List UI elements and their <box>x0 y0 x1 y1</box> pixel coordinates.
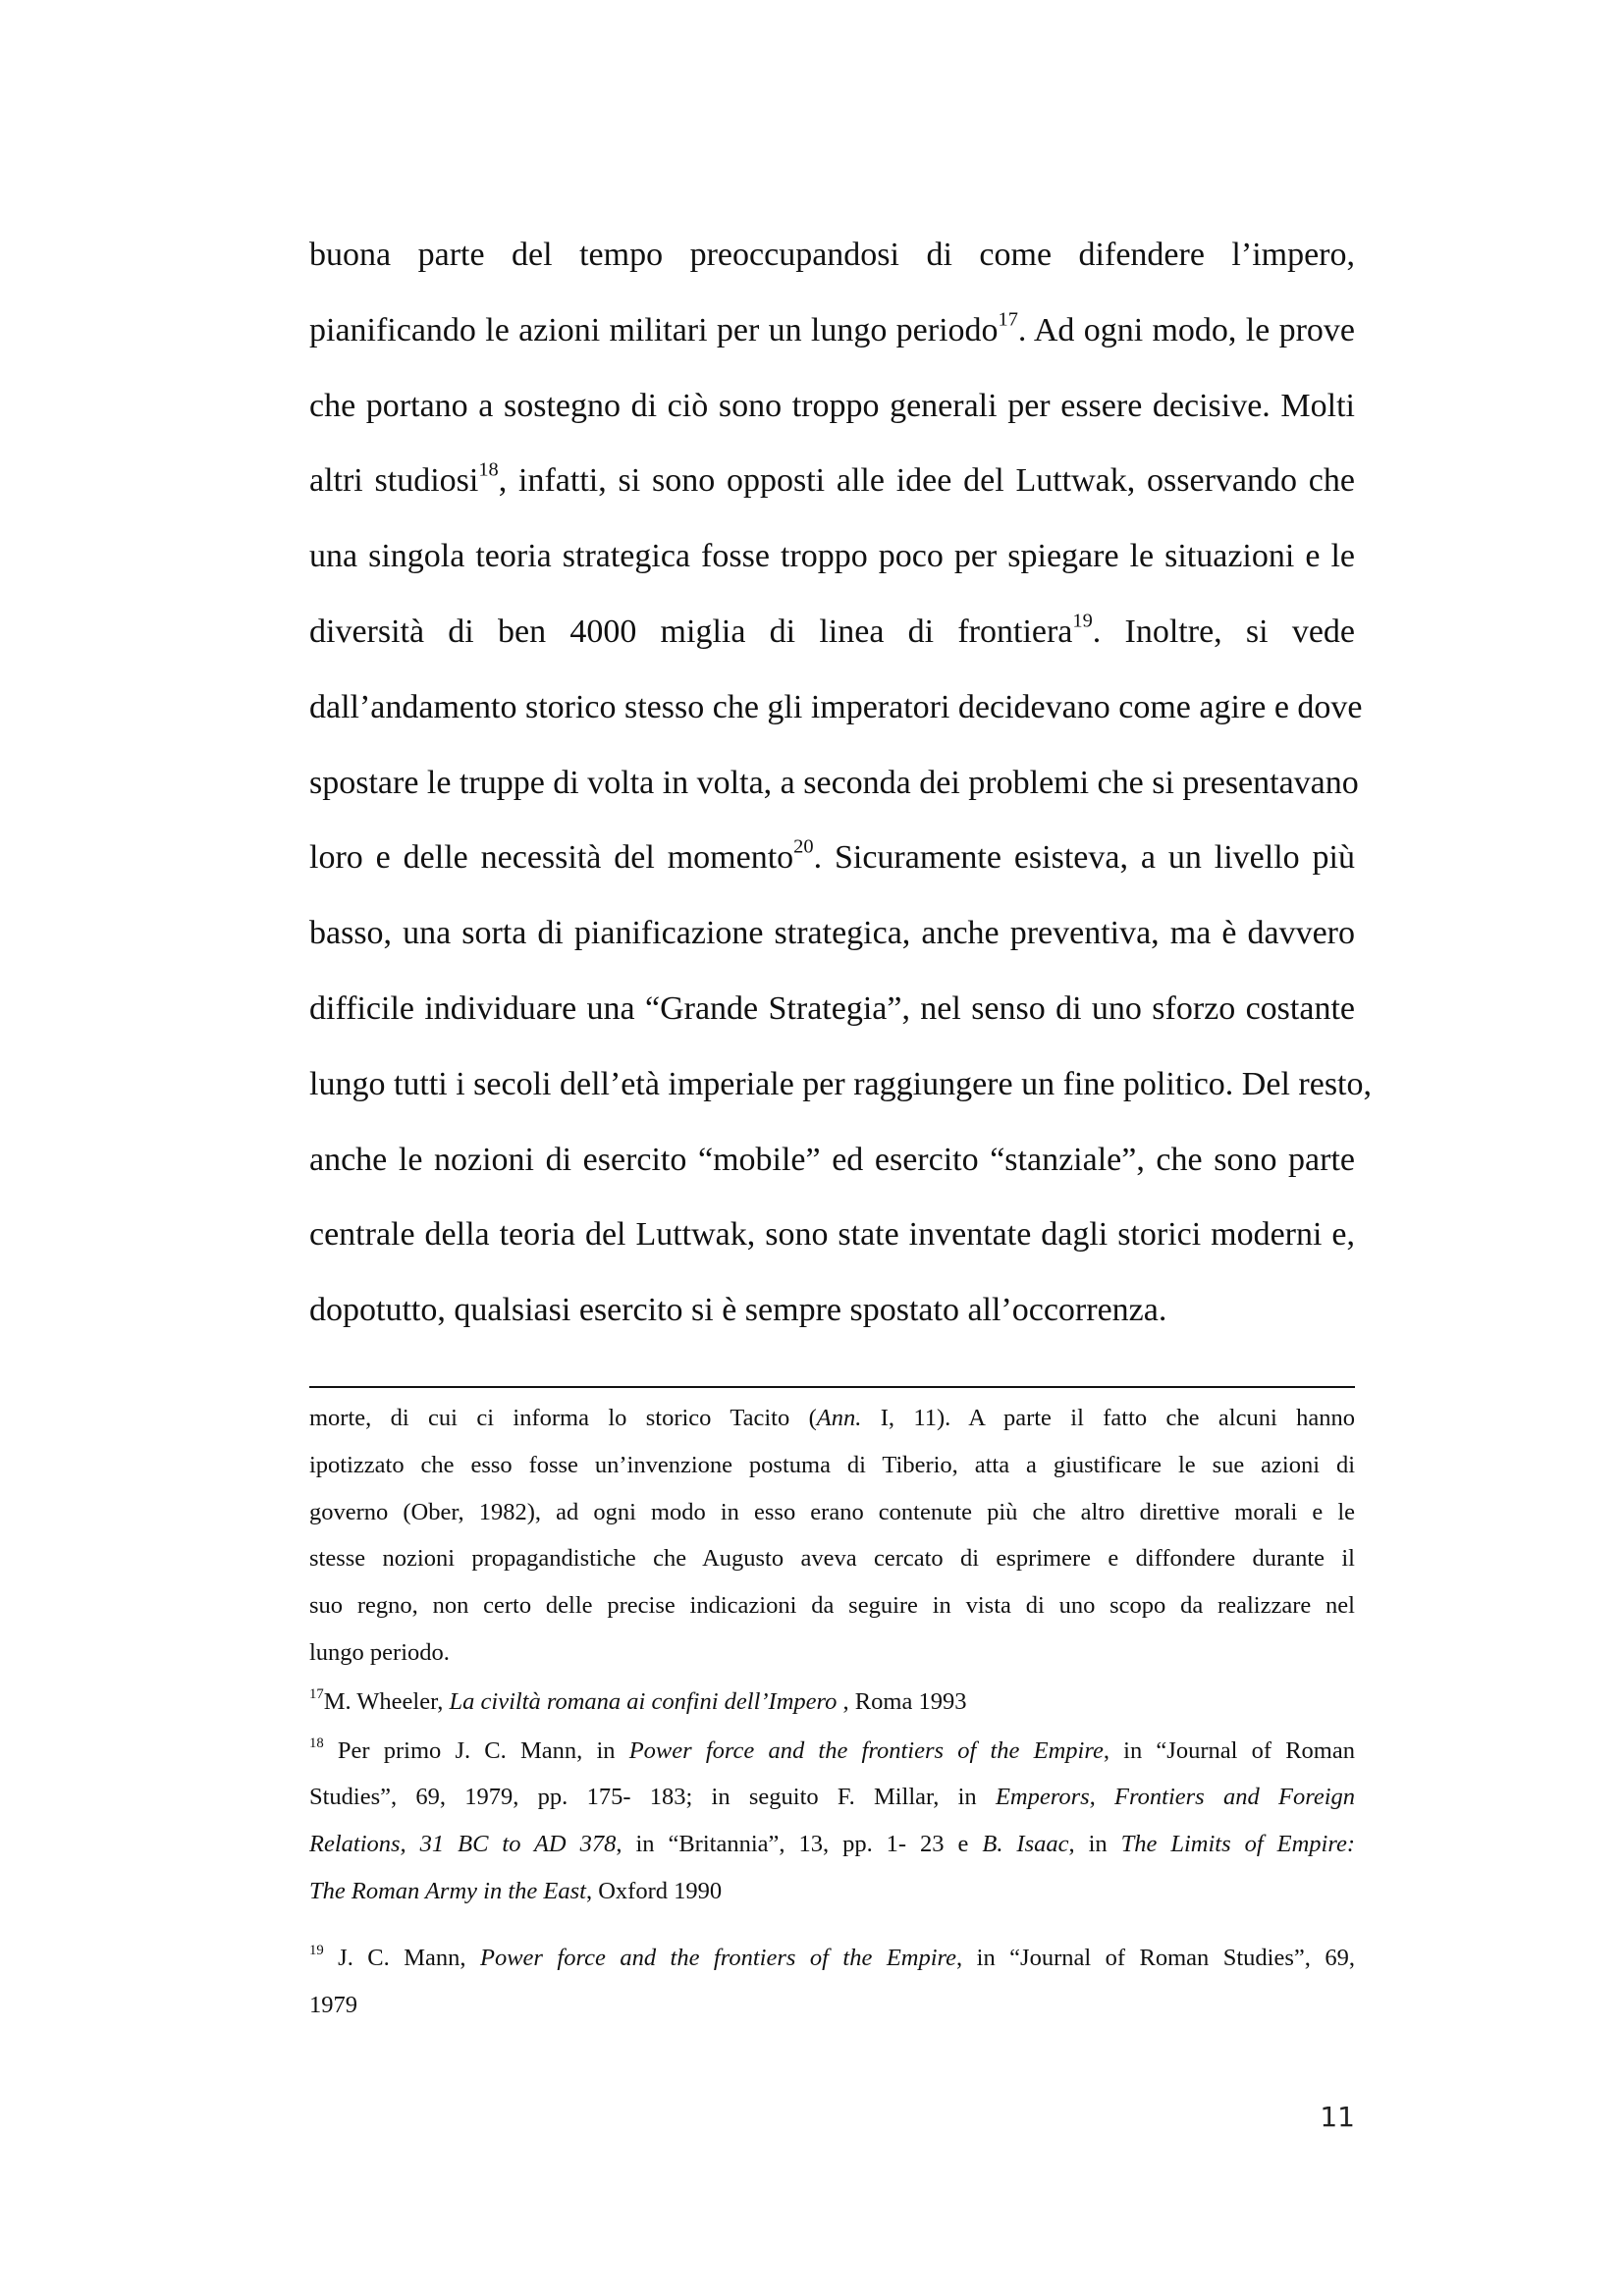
body-line: spostare le truppe di volta in volta, a seconda dei problemi che si presentavano <box>309 764 1359 801</box>
footnote-continuation-line: governo (Ober, 1982), ad ogni modo in esso erano contenute più che altro direttive morali e le <box>309 1498 1355 1525</box>
body-line: diversità di ben 4000 miglia di linea di frontiera$^{19}$. Inoltre, si vede <box>309 610 1355 650</box>
body-line: altri studiosi$^{18}$, infatti, si sono opposti alle idee del Luttwak, osservando che <box>309 459 1355 500</box>
footnote-continuation-line: lungo periodo. <box>309 1638 450 1666</box>
body-line: che portano a sostegno di ciò sono troppo generali per essere decisive. Molti <box>309 387 1355 424</box>
body-line: basso, una sorta di pianificazione strategica, anche preventiva, ma è davvero <box>309 915 1355 952</box>
footnote-17: $^{17}$M. Wheeler, La civiltà romana ai confini dell’Impero , Roma 1993 <box>309 1685 967 1715</box>
footnote-18-line: Relations, 31 BC to AD 378, in “Britannia”, 13, pp. 1- 23 e B. Isaac, in The Limits of Empire: <box>309 1831 1355 1858</box>
body-line: loro e delle necessità del momento$^{20}$. Sicuramente esisteva, a un livello più <box>309 836 1355 877</box>
body-line: difficile individuare una “Grande Strategia”, nel senso di uno sforzo costante <box>309 989 1355 1027</box>
footnote-continuation-line: suo regno, non certo delle precise indicazioni da seguire in vista di uno scopo da realizzare nel <box>309 1592 1355 1620</box>
footnote-continuation-line: stesse nozioni propagandistiche che Augusto aveva cercato di esprimere e diffondere durante il <box>309 1545 1355 1573</box>
body-line: pianificando le azioni militari per un lungo periodo$^{17}$. Ad ogni modo, le prove <box>309 308 1355 348</box>
body-line: una singola teoria strategica fosse troppo poco per spiegare le situazioni e le <box>309 538 1355 575</box>
body-line: buona parte del tempo preoccupandosi di come difendere l’impero, <box>309 237 1355 273</box>
footnote-19-line: 1979 <box>309 1991 357 2018</box>
footnote-19-line: $^{19}$ J. C. Mann, Power force and the frontiers of the Empire, in “Journal of Roman Studies”, 69, <box>309 1942 1355 1971</box>
footnote-18-line: $^{18}$ Per primo J. C. Mann, in Power force and the frontiers of the Empire, in “Journal of Roman <box>309 1735 1355 1764</box>
body-line: anche le nozioni di esercito “mobile” ed esercito “stanziale”, che sono parte <box>309 1141 1355 1178</box>
footnote-18-line: The Roman Army in the East, Oxford 1990 <box>309 1877 723 1904</box>
footnote-continuation-line: ipotizzato che esso fosse un’invenzione postuma di Tiberio, atta a giustificare le sue azioni di <box>309 1451 1355 1478</box>
footnote-continuation-line: morte, di cui ci informa lo storico Tacito (Ann. I, 11). A parte il fatto che alcuni hanno <box>309 1405 1355 1431</box>
footnote-separator <box>309 1386 1355 1388</box>
footnotes <box>309 1396 1355 2029</box>
footnote-ref-20: 20 <box>793 836 814 859</box>
body-line: dopotutto, qualsiasi esercito si è sempre spostato all’occorrenza. <box>309 1292 1167 1329</box>
body-line: lungo tutti i secoli dell’età imperiale per raggiungere un fine politico. Del resto, <box>309 1065 1372 1102</box>
body-line: dall’andamento storico stesso che gli imperatori decidevano come agire e dove <box>309 688 1363 725</box>
main-text <box>309 224 1372 1355</box>
body-line: centrale della teoria del Luttwak, sono state inventate dagli storici moderni e, <box>309 1216 1355 1254</box>
page-number: 11 <box>1320 2101 1355 2133</box>
footnote-ref-17: 17 <box>998 308 1018 331</box>
footnote-ref-19: 19 <box>1072 610 1093 632</box>
footnote-ref-18: 18 <box>478 459 499 482</box>
footnote-18-line: Studies”, 69, 1979, pp. 175- 183; in seguito F. Millar, in Emperors, Frontiers and Foreign <box>309 1784 1355 1811</box>
